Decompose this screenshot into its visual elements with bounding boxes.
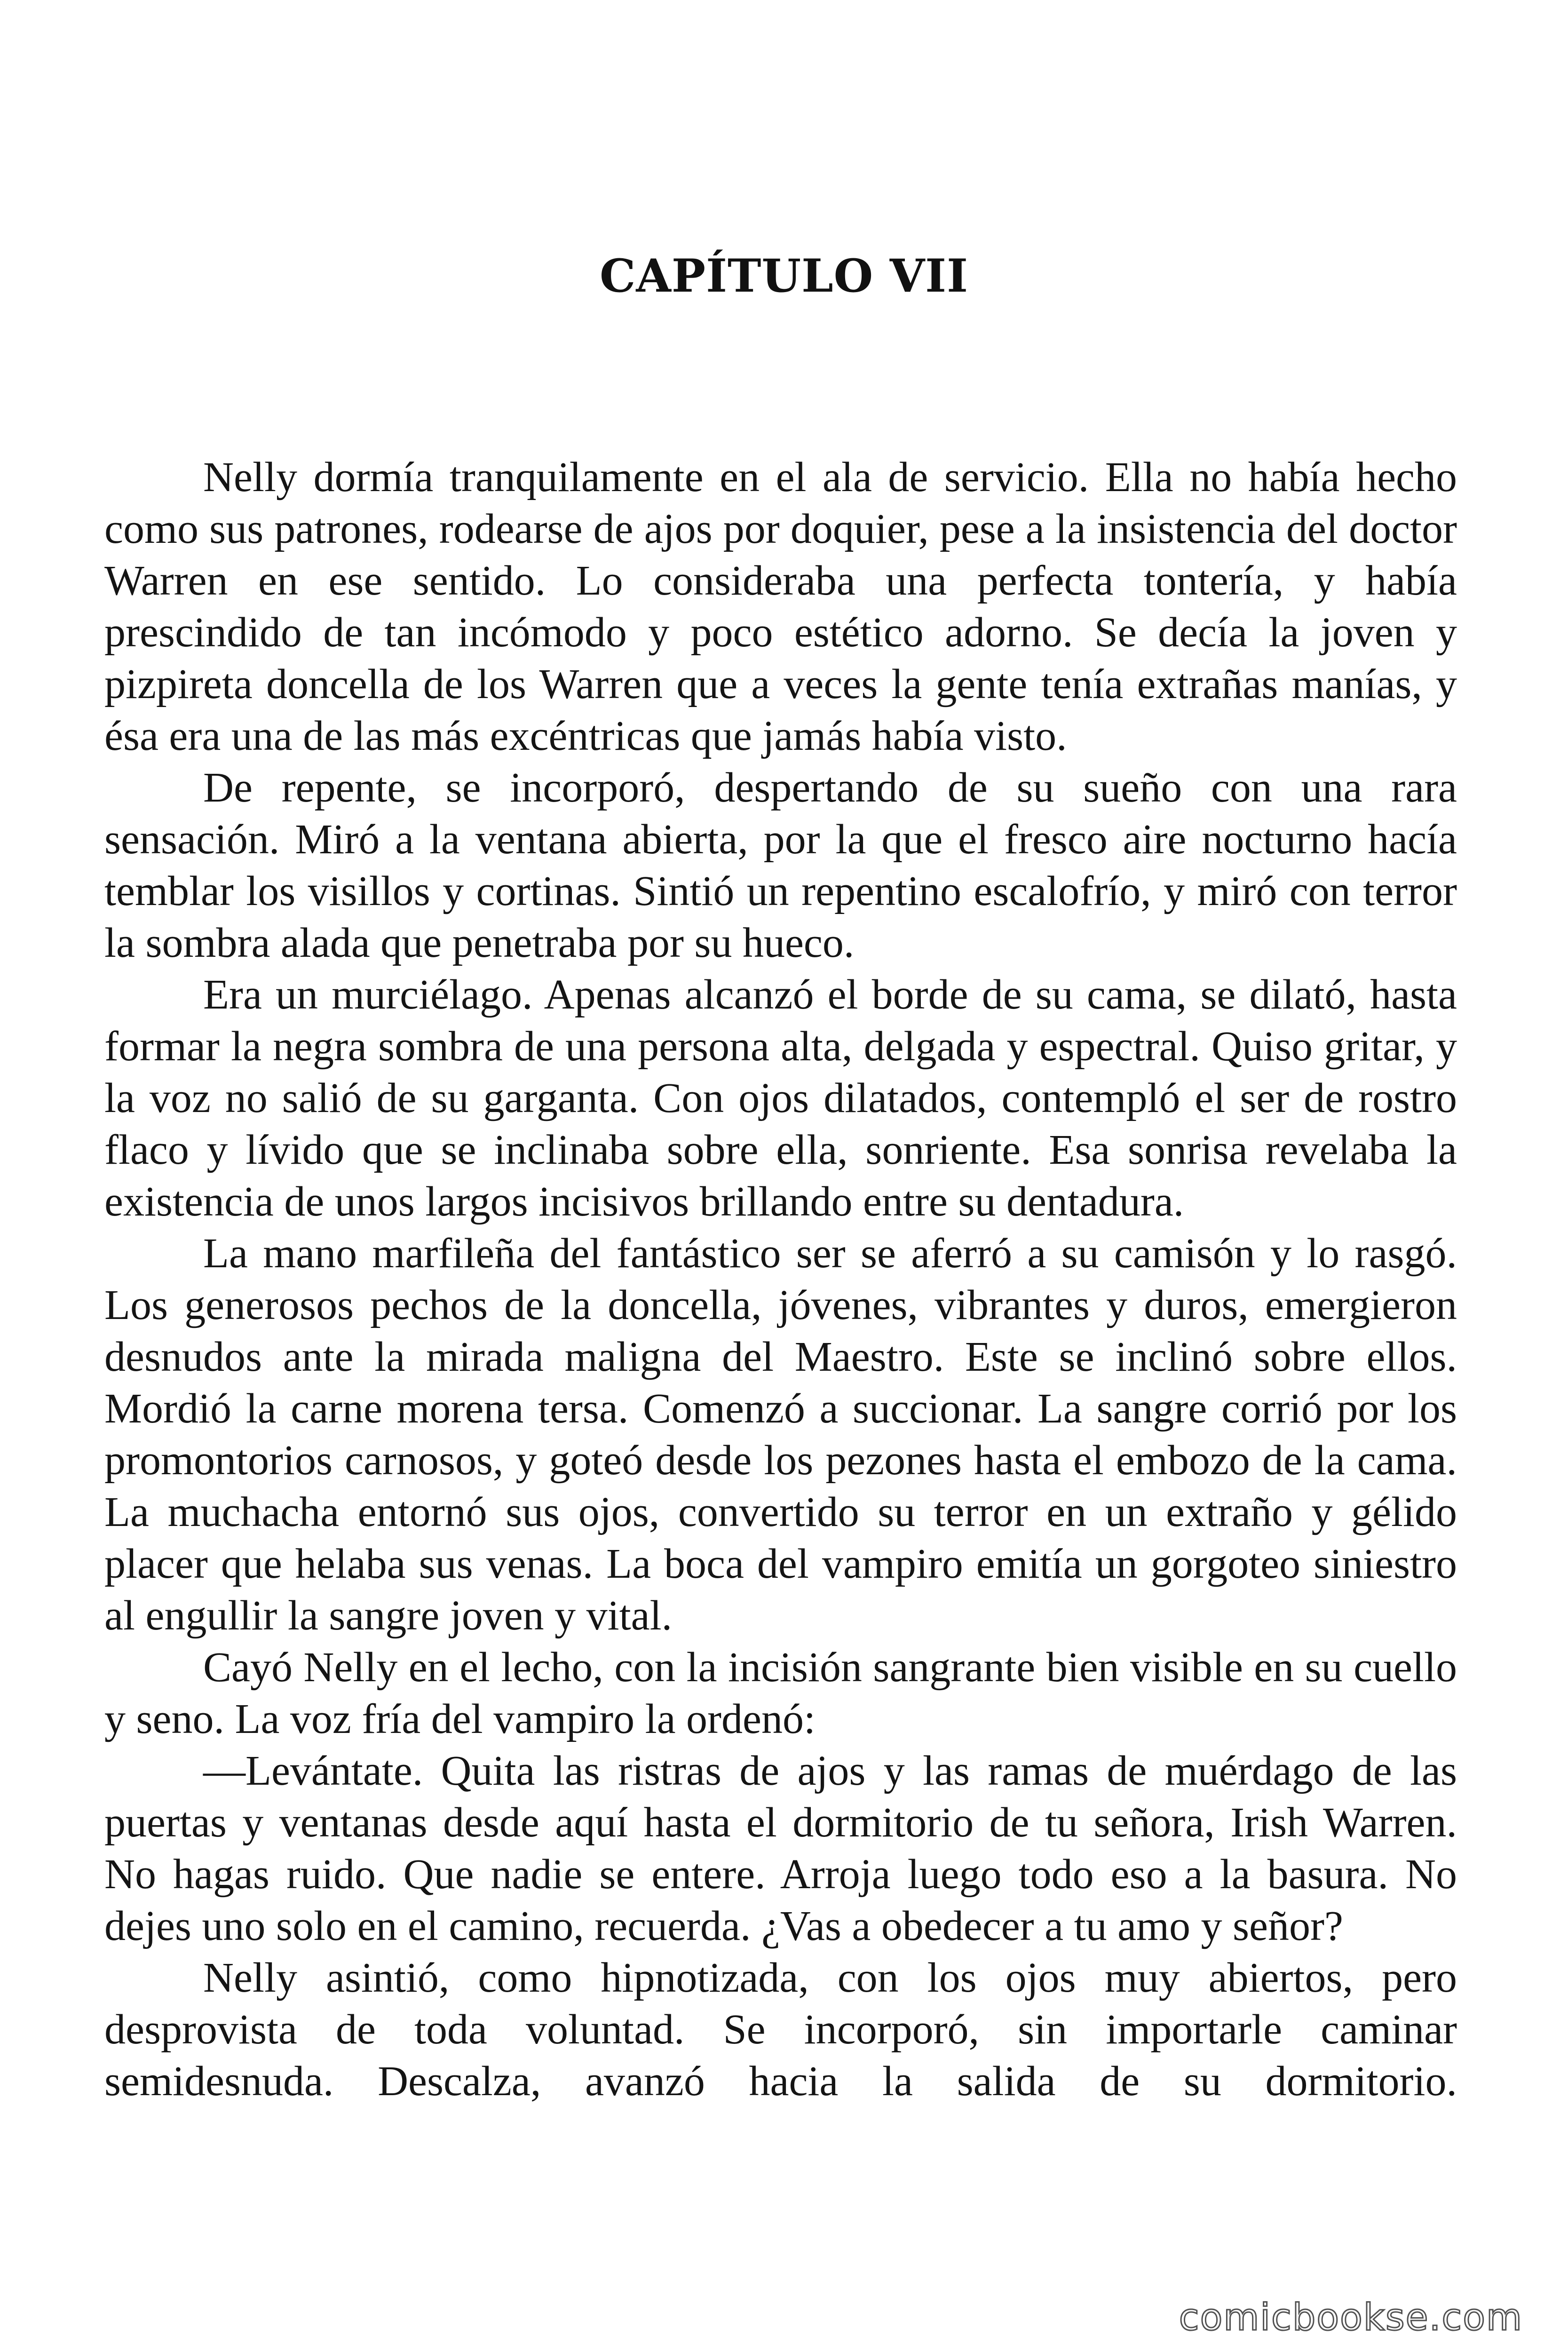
paragraph-3: Era un murciélago. Apenas alcanzó el borde de su cama, se dilató, hasta formar la negra sombra de una persona alta, delgada y espectral. Quiso gritar, y la voz no salió de su garganta. Con ojos dilatados, contempló el ser de rostro flaco y lívido que se inclinaba sobre ella, sonriente. Esa sonrisa revelaba la existencia de unos largos incisivos brillando entre su dentadura. (104, 971, 1457, 1225)
paragraph-7: Nelly asintió, como hipnotizada, con los ojos muy abiertos, pero desprovista de toda voluntad. Se incorporó, sin importarle caminar semidesnuda. Descalza, avanzó hacia la salida de su dormitorio. (104, 1955, 1457, 2105)
paragraph-2: De repente, se incorporó, despertando de su sueño con una rara sensación. Miró a la ventana abierta, por la que el fresco aire nocturno hacía temblar los visillos y cortinas. Sintió un repentino escalofrío, y miró con terror la sombra alada que penetraba por su hueco. (104, 764, 1457, 966)
paragraph-6: —Levántate. Quita las ristras de ajos y las ramas de muérdago de las puertas y ventanas desde aquí hasta el dormitorio de tu señora, Irish Warren. No hagas ruido. Que nadie se entere. Arroja luego todo eso a la basura. No dejes uno solo en el camino, recuerda. ¿Vas a obedecer a tu amo y señor? (104, 1748, 1457, 1949)
chapter-title: CAPÍTULO VII (600, 249, 968, 302)
chapter-body (104, 452, 1457, 2107)
watermark: comicbookse.com (1179, 2296, 1523, 2339)
paragraph-4: La mano marfileña del fantástico ser se aferró a su camisón y lo rasgó. Los generosos pechos de la doncella, jóvenes, vibrantes y duros, emergieron desnudos ante la mirada maligna del Maestro. Este se inclinó sobre ellos. Mordió la carne morena tersa. Comenzó a succionar. La sangre corrió por los promontorios carnosos, y goteó desde los pezones hasta el embozo de la cama. La muchacha entornó sus ojos, convertido su terror en un extraño y gélido placer que helaba sus venas. La boca del vampiro emitía un gorgoteo siniestro al engullir la sangre joven y vital. (104, 1230, 1457, 1639)
paragraph-1: Nelly dormía tranquilamente en el ala de servicio. Ella no había hecho como sus patrones, rodearse de ajos por doquier, pese a la insistencia del doctor Warren en ese sentido. Lo consideraba una perfecta tontería, y había prescindido de tan incómodo y poco estético adorno. Se decía la joven y pizpireta doncella de los Warren que a veces la gente tenía extrañas manías, y ésa era una de las más excéntricas que jamás había visto. (104, 454, 1457, 759)
paragraph-5: Cayó Nelly en el lecho, con la incisión sangrante bien visible en su cuello y seno. La voz fría del vampiro la ordenó: (104, 1644, 1457, 1742)
